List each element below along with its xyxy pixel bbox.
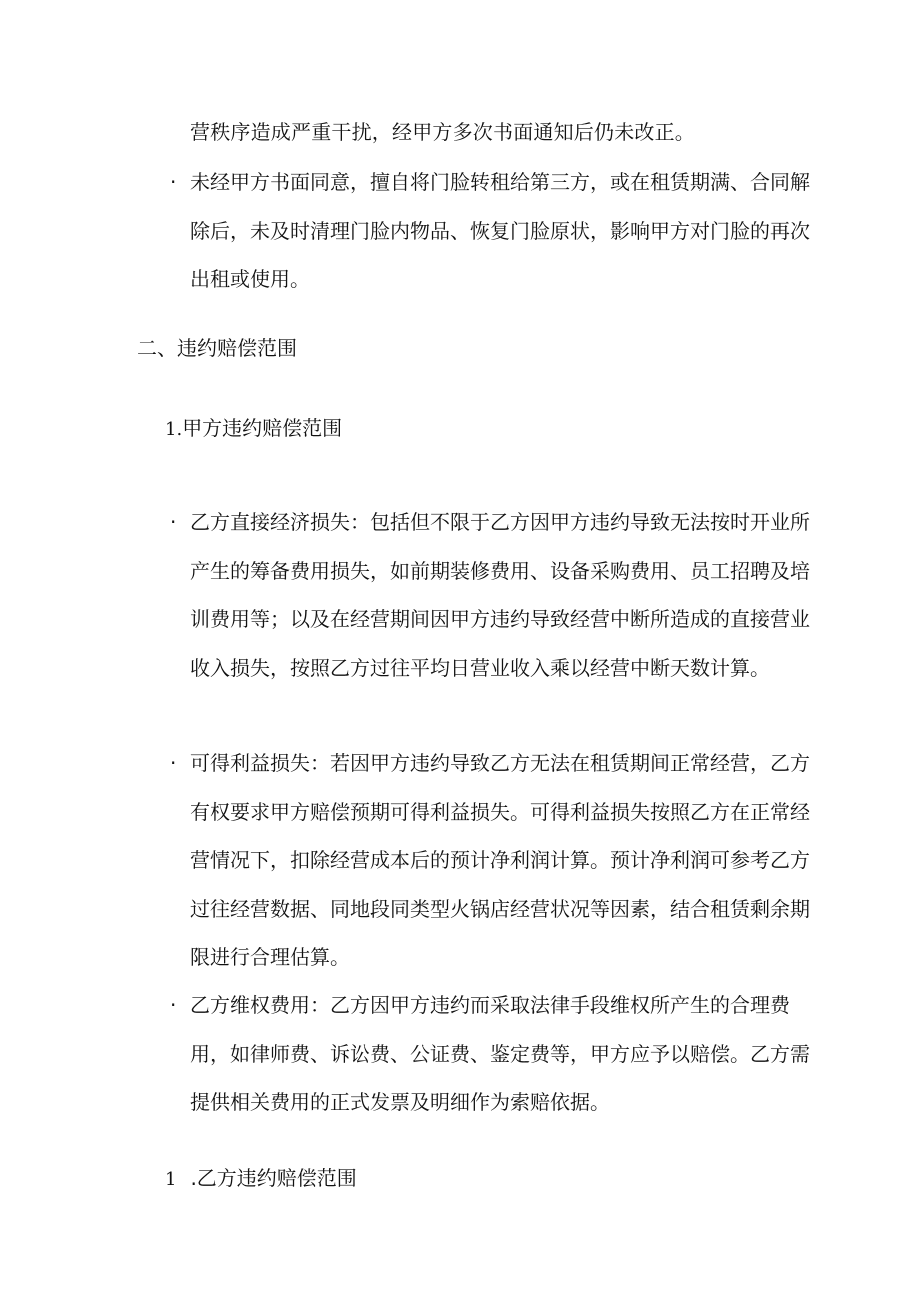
bullet-text: 乙方直接经济损失：包括但不限于乙方因甲方违约导致无法按时开业所产生的筹备费用损失，如前期装修费用、设备采购费用、员工招聘及培训费用等；以及在经营期间因甲方违约导致经营中断所造成的直接营业收入损失，按照乙方过往平均日营业收入乘以经营中断天数计算。 [190, 510, 810, 680]
bullet-dot-icon: · [170, 751, 177, 775]
subheading-title: .乙方违约赔偿范围 [190, 1166, 357, 1190]
bullet-item-direct-loss [170, 498, 810, 692]
bullet-item-rights-cost [170, 981, 810, 1127]
subheading-number: 1 [165, 1169, 177, 1190]
subheading-party-a [165, 414, 342, 444]
bullet-text: 未经甲方书面同意，擅自将门脸转租给第三方，或在租赁期满、合同解除后，未及时清理门脸内物品、恢复门脸原状，影响甲方对门脸的再次出租或使用。 [190, 170, 810, 291]
bullet-dot-icon: · [170, 170, 177, 194]
bullet-item-expected-profit [170, 739, 810, 982]
subheading-title: 甲方违约赔偿范围 [182, 416, 343, 440]
bullet-dot-icon: · [170, 993, 177, 1017]
section-heading: 二、违约赔偿范围 [137, 336, 297, 360]
subheading-party-b [165, 1164, 357, 1194]
bullet-text: 乙方维权费用：乙方因甲方违约而采取法律手段维权所产生的合理费用，如律师费、诉讼费、公证费、鉴定费等，甲方应予以赔偿。乙方需提供相关费用的正式发票及明细作为索赔依据。 [190, 993, 810, 1114]
paragraph-continuation: 营秩序造成严重干扰，经甲方多次书面通知后仍未改正。 [190, 120, 695, 144]
bullet-text: 可得利益损失：若因甲方违约导致乙方无法在租赁期间正常经营，乙方有权要求甲方赔偿预期可得利益损失。可得利益损失按照乙方在正常经营情况下，扣除经营成本后的预计净利润计算。预计净利润可参考乙方过往经营数据、同地段同类型火锅店经营状况等因素，结合租赁剩余期限进行合理估算。 [190, 751, 810, 969]
bullet-item-sublet [170, 158, 810, 304]
subheading-number: 1. [165, 419, 183, 440]
bullet-dot-icon: · [170, 510, 177, 534]
